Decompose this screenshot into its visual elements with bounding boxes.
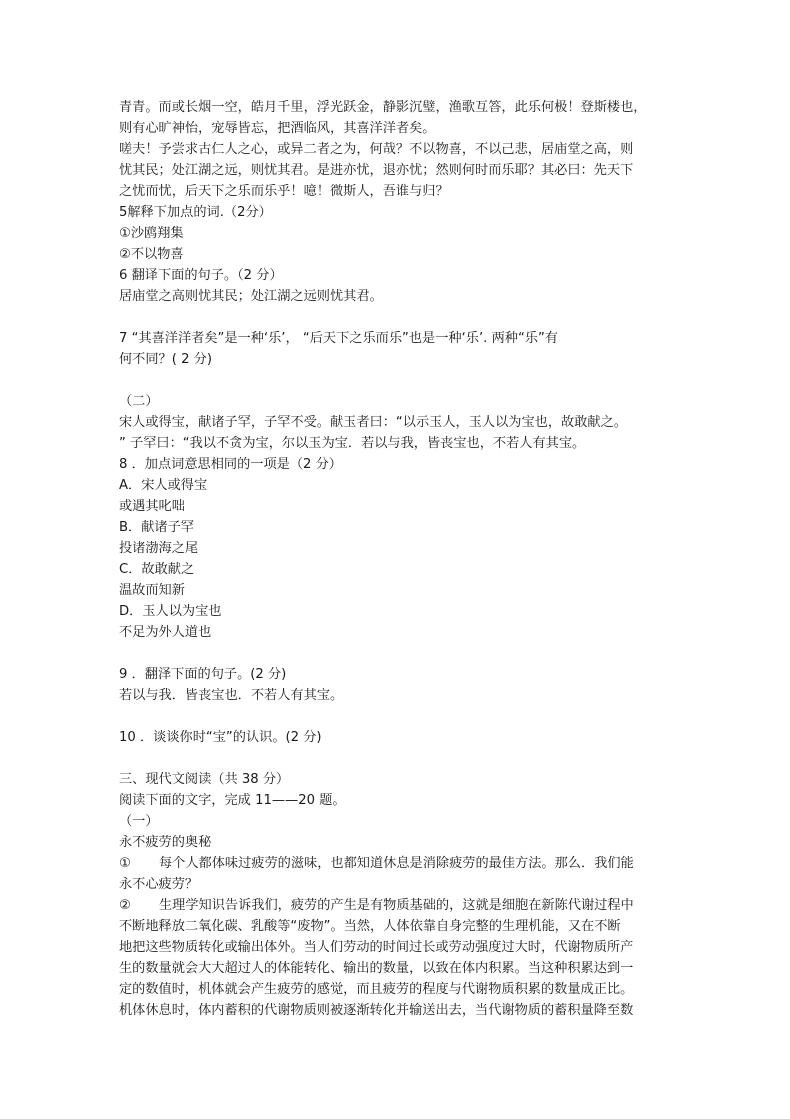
paragraph-1-line-2: 永不心疲劳？ bbox=[119, 877, 199, 892]
article-title: 永不疲劳的奥秘 bbox=[119, 835, 212, 850]
spacer bbox=[119, 307, 675, 328]
paragraph-2-line: 生的数量就会大大超过人的体能转化、输出的数量，以致在体内积累。当这种积累达到一 bbox=[119, 961, 634, 976]
question-8-option: 或遇其叱咄 bbox=[119, 499, 185, 514]
section-2-heading: （二） bbox=[119, 394, 159, 409]
question-7-line-2: 何不同？( 2 分) bbox=[119, 352, 213, 367]
passage-line: 则有心旷神怡，宠辱皆忘，把酒临风，其喜洋洋者矣。 bbox=[119, 121, 436, 136]
paragraph-number: ② bbox=[119, 898, 131, 913]
section-3-instruction: 阅读下面的文字，完成 11——20 题。 bbox=[119, 793, 346, 808]
question-8-option: 不足为外人道也 bbox=[119, 625, 212, 640]
question-8-option: A．宋人或得宝 bbox=[119, 478, 208, 493]
paragraph-2-line: 定的数值时，机体就会产生疲劳的感觉，而且疲劳的程度与代谢物质积累的数量成正比。 bbox=[119, 982, 634, 997]
paragraph-2-line: 地把这些物质转化或输出体外。当人们劳动的时间过长或劳动强度过大时，代谢物质所产 bbox=[119, 940, 634, 955]
question-8-option: C．故敢献之 bbox=[119, 562, 195, 577]
spacer bbox=[119, 706, 675, 727]
question-6-text: 居庙堂之高则忧其民；处江湖之远则忧其君。 bbox=[119, 289, 383, 304]
question-10-stem: 10 ．谈谈你时“宝”的认识。(2 分) bbox=[119, 730, 322, 745]
question-9-stem: 9 ．翻泽下面的句子。(2 分) bbox=[119, 667, 287, 682]
question-8-option: B．献诸子罕 bbox=[119, 520, 194, 535]
spacer bbox=[119, 748, 675, 769]
question-8-option: 温故而知新 bbox=[119, 583, 185, 598]
question-8-option: D．玉人以为宝也 bbox=[119, 604, 222, 619]
section-3-heading: 三、现代文阅读（共 38 分） bbox=[119, 772, 290, 787]
passage-line: 之忧而忧，后天下之乐而乐乎！噫！微斯人，吾谁与归？ bbox=[119, 184, 449, 199]
question-9-text: 若以与我．皆丧宝也．不若人有其宝。 bbox=[119, 688, 344, 703]
passage-line: 青青。而或长烟一空，皓月千里，浮光跃金，静影沉璧，渔歌互答，此乐何极！登斯楼也， bbox=[119, 100, 647, 115]
section-2-line-1: 宋人或得宝，献诸子罕，子罕不受。献玉者曰：“以示玉人，玉人以为宝也，故敢献之。 bbox=[119, 415, 627, 430]
question-5-stem: 5解释下加点的词.（2分） bbox=[119, 205, 272, 220]
paragraph-2-line: 机体休息时，体内蓄积的代谢物质则被逐渐转化并输送出去，当代谢物质的蓄积量降至数 bbox=[119, 1003, 634, 1018]
section-2-line-2: ” 子罕曰：“我以不贪为宝，尔以玉为宝．若以与我，皆丧宝也，不若人有其宝。 bbox=[119, 436, 586, 451]
question-8-stem: 8 ．加点词意思相同的一项是（2 分） bbox=[119, 457, 342, 472]
passage-line: 嗟夫！予尝求古仁人之心，或异二者之为，何哉？不以物喜，不以己悲，居庙堂之高，则 bbox=[119, 142, 634, 157]
paragraph-2-line: 不断地释放二氧化碳、乳酸等“废物”。当然，人体依靠自身完整的生理机能，又在不断 bbox=[119, 919, 621, 934]
paragraph-1-line-1 bbox=[119, 853, 675, 874]
question-8-option: 投诸渤海之尾 bbox=[119, 541, 199, 556]
question-5-item-1: ①沙鸥翔集 bbox=[119, 226, 184, 241]
document-page bbox=[119, 97, 675, 1021]
paragraph-2-line-1 bbox=[119, 895, 675, 916]
paragraph-text: 每个人都体味过疲劳的滋味，也都知道休息是消除疲劳的最佳方法。那么．我们能 bbox=[159, 856, 634, 871]
passage-line: 忧其民；处江湖之远，则忧其君。是进亦忧，退亦忧；然则何时而乐耶？其必曰：先天下 bbox=[119, 163, 634, 178]
question-7-line-1: 7 “其喜洋洋者矣”是一种‘乐’， “后天下之乐而乐”也是一种‘乐’. 两种“乐”有 bbox=[119, 331, 558, 346]
spacer bbox=[119, 370, 675, 391]
paragraph-text: 生理学知识告诉我们，疲劳的产生是有物质基础的，这就是细胞在新陈代谢过程中 bbox=[159, 898, 634, 913]
question-6-stem: 6 翻译下面的句子。（2 分） bbox=[119, 268, 283, 283]
section-3-part: （一） bbox=[119, 814, 159, 829]
question-5-item-2: ②不以物喜 bbox=[119, 247, 184, 262]
paragraph-number: ① bbox=[119, 856, 131, 871]
spacer bbox=[119, 643, 675, 664]
